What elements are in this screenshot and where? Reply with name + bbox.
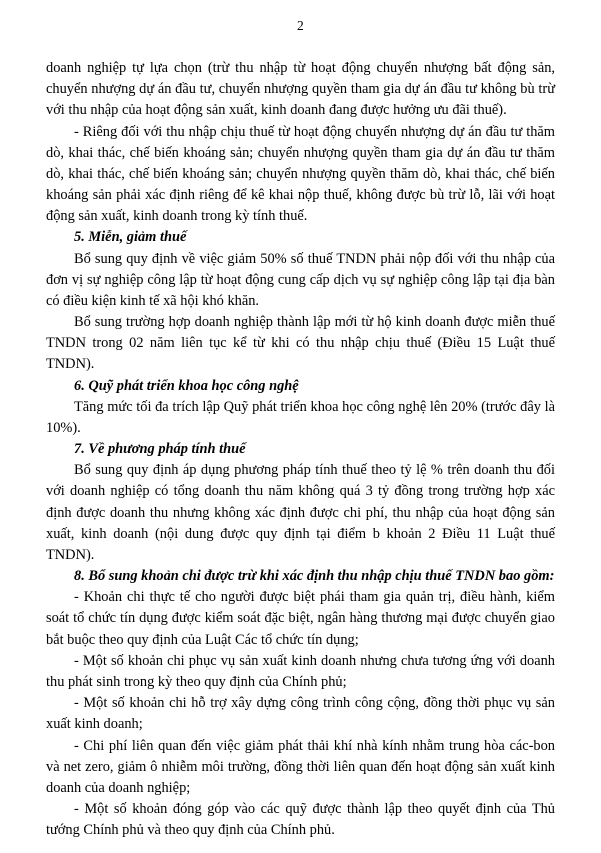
paragraph: - Chi phí liên quan đến việc giảm phát thải khí nhà kính nhằm trung hòa các-bon và net zero, giảm ô nhiễm môi trường, đồng thời liên quan đến hoạt động sản xuất kinh doanh của doanh nghiệp; xyxy=(46,737,555,796)
paragraph: - Một số khoản chi hỗ trợ xây dựng công trình công cộng, đồng thời phục vụ sản xuất kinh doanh; xyxy=(46,695,555,733)
paragraph: Bổ sung trường hợp doanh nghiệp thành lập mới từ hộ kinh doanh được miễn thuế TNDN trong 02 năm liên tục kể từ khi có thu nhập chịu thuế (Điều 15 Luật thuế TNDN). xyxy=(46,314,555,373)
section-heading: 5. Miễn, giảm thuế xyxy=(74,229,187,246)
paragraph: - Một số khoản chi phục vụ sản xuất kinh doanh nhưng chưa tương ứng với doanh thu phát sinh trong kỳ theo quy định của Chính phủ; xyxy=(46,652,555,690)
paragraph: Bổ sung quy định về việc giảm 50% số thuế TNDN phải nộp đối với thu nhập của đơn vị sự nghiệp công lập từ hoạt động cung cấp dịch vụ sự nghiệp công lập tại địa bàn có điều kiện kinh tế xã hội khó khăn. xyxy=(46,250,555,309)
document-body xyxy=(46,58,555,841)
section-heading: 6. Quỹ phát triển khoa học công nghệ xyxy=(74,377,299,394)
paragraph: - Khoản chi thực tế cho người được biệt phái tham gia quản trị, điều hành, kiểm soát tổ chức tín dụng được kiểm soát đặc biệt, ngân hàng thương mại được chuyển giao bắt buộc theo quy định của Luật Các tổ chức tín dụng; xyxy=(46,589,555,648)
paragraph: - Riêng đối với thu nhập chịu thuế từ hoạt động chuyển nhượng dự án đầu tư thăm dò, khai thác, chế biến khoáng sản; chuyển nhượng quyền tham gia dự án đầu tư thăm dò, khai thác, chế biến khoáng sản; chuyển nhượng quyền thăm dò, khai thác, chế biến khoáng sản phải xác định riêng để kê khai nộp thuế, không được bù trừ lỗ, lãi với hoạt động sản xuất, kinh doanh trong kỳ tính thuế. xyxy=(46,123,555,225)
page-number: 2 xyxy=(297,18,304,33)
paragraph: Bổ sung quy định áp dụng phương pháp tính thuế theo tỷ lệ % trên doanh thu đối với doanh nghiệp có tổng doanh thu năm không quá 3 tỷ đồng trong trường hợp xác định được doanh thu nhưng không xác định được chi phí, thu nhập của hoạt động sản xuất, kinh doanh (nội dung được quy định tại điểm b khoản 2 Điều 11 Luật thuế TNDN). xyxy=(46,462,555,563)
section-heading: 8. Bổ sung khoản chi được trừ khi xác định thu nhập chịu thuế TNDN bao gồm: xyxy=(74,568,555,585)
paragraph: Tăng mức tối đa trích lập Quỹ phát triển khoa học công nghệ lên 20% (trước đây là 10%). xyxy=(46,398,555,436)
paragraph: doanh nghiệp tự lựa chọn (trừ thu nhập từ hoạt động chuyển nhượng bất động sản, chuyển nhượng dự án đầu tư, chuyển nhượng quyền tham gia dự án đầu tư không bù trừ với thu nhập của hoạt động sản xuất, kinh doanh đang được hưởng ưu đãi thuế). xyxy=(46,60,555,119)
paragraph: - Một số khoản đóng góp vào các quỹ được thành lập theo quyết định của Thủ tướng Chính phủ và theo quy định của Chính phủ. xyxy=(46,801,555,839)
section-heading: 7. Về phương pháp tính thuế xyxy=(74,441,246,458)
